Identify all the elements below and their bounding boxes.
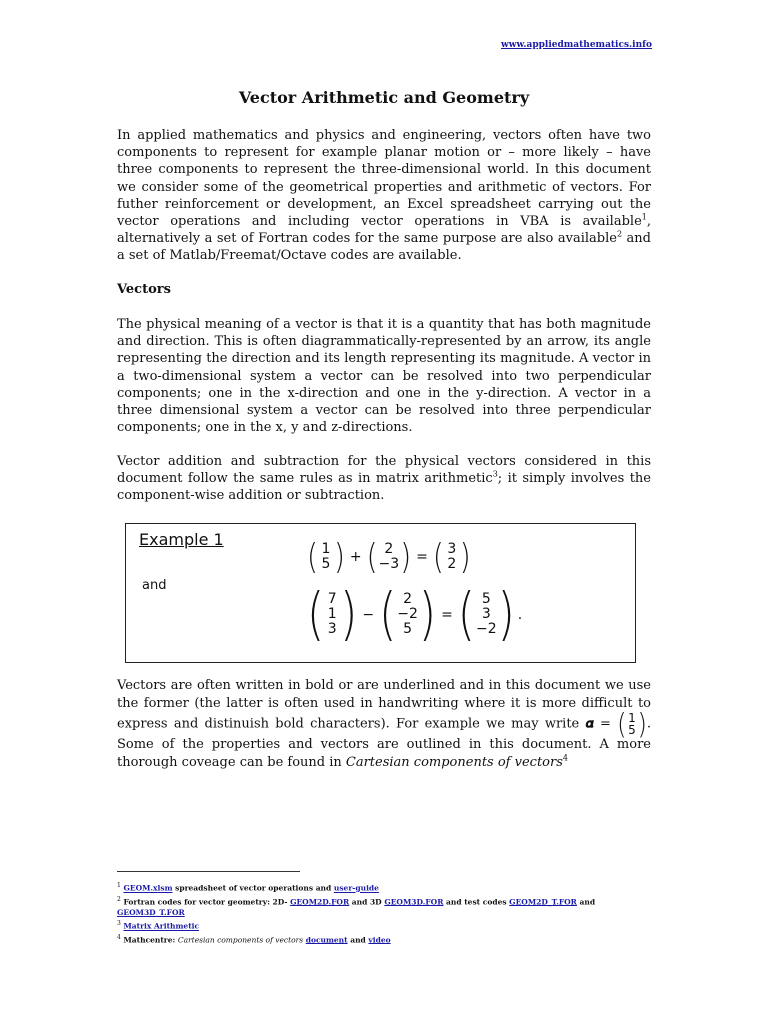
footnote-2-continued [117,907,637,918]
notation-text-2: . Some of the properties and vectors are outlined in this document. A more thorough coveage can be found in [117,716,651,770]
footnote-ref-4[interactable]: 4 [562,753,568,763]
footnotes [117,880,637,945]
notation-text-1: Vectors are often written in bold or are underlined and in this document we use the former (the latter is often used in handwriting where it is more difficult to express and distinuish bold characters). For example we may write [117,678,651,732]
footnote-ref-3[interactable]: 3 [492,469,498,479]
header-url-link[interactable]: www.appliedmathematics.info [501,40,652,50]
intro-text-2: , alternatively a set of Fortran codes for the same purpose are also available [117,214,651,247]
addition-text-2: ; it simply involves the component-wise addition or subtraction. [117,471,651,504]
video-link[interactable]: video [368,935,391,944]
intro-paragraph [117,127,651,265]
inline-vector: ( 1 5 ) [617,707,647,741]
addition-text-1: Vector addition and subtraction for the physical vectors considered in this document follow the same rules as in matrix arithmetic [117,454,651,487]
equation-period: . [517,606,523,623]
minus-operator: − [362,606,375,623]
alpha-symbol: 𝜶 [585,716,594,732]
cartesian-reference: Cartesian components of vectors [345,754,563,770]
vector-b2: ( 2 −2 5 ) [379,580,437,647]
document-link[interactable]: document [305,935,348,944]
matrix-arithmetic-link[interactable]: Matrix Arithmetic [123,921,200,931]
footnote-4: $^4$ Mathcentre: Cartesian components of vectors document and video [117,933,391,944]
footnote-ref-1[interactable]: 1 [641,212,647,222]
vector-meaning-paragraph: The physical meaning of a vector is that it is a quantity that has both magnitude and direction. This is often diagrammatically-represented by an arrow, its angle representing the direction and its length representing its magnitude. A vector in a two-dimensional system a vector can be resolved into two perpendicular components; one in the x-direction and one in the y-direction. A vector in a three dimensional system a vector can be resolved into three perpendicular components; one in the x, y and z-directions. [117,317,651,436]
geom-xlsm-link[interactable]: GEOM.xlsm [123,883,173,893]
geom2d-t-link[interactable]: GEOM2D_T.FOR [509,897,577,906]
vector-b1: ( 2 −3 ) [366,535,412,577]
footnote-ref-2[interactable]: 2 [616,229,623,239]
geom3d-link[interactable]: GEOM3D.FOR [384,897,444,906]
vector-c1: ( 3 2 ) [432,535,471,577]
plus-operator: + [349,549,362,565]
vector-a1: ( 1 5 ) [307,535,345,577]
vector-c2: ( 5 3 −2 ) [457,580,515,647]
equals-operator: = [416,549,428,565]
vector-a2: ( 7 1 3 ) [307,580,358,647]
example-title: Example 1 [139,530,224,549]
geom2d-link[interactable]: GEOM2D.FOR [290,897,350,906]
equation-subtraction [306,580,523,647]
user-guide-link[interactable]: user-guide [333,883,379,893]
section-heading-vectors: Vectors [117,282,171,297]
equation-addition [306,535,472,577]
footnote-3: $^3$ Matrix Arithmetic [117,920,200,931]
intro-text-1: In applied mathematics and physics and engineering, vectors often have two components to represent for example planar motion or – more likely – have three components to represent the three-dimensional world. In this document we consider some of the geometrical properties and arithmetic of vectors. For futher reinforcement or development, an Excel spreadsheet carrying out the vector operations and including vector operations in VBA is available [117,128,651,230]
footnote-divider [117,871,300,872]
footnote-1: $^1$ GEOM.xlsm spreadsheet of vector operations and user-guide [117,882,379,893]
geom3d-t-link[interactable]: GEOM3D_T.FOR [117,908,185,917]
intro-text-3: and a set of Matlab/Freemat/Octave codes are available. [117,231,651,264]
example-box [125,523,636,663]
footnote-2: $^2$ Fortran codes for vector geometry: 2D- GEOM2D.FOR and 3D GEOM3D.FOR and test codes GEOM2D_T.FOR and [117,895,596,906]
notation-equals: = [593,716,611,732]
vector-addition-paragraph [117,453,651,505]
equals-operator-2: = [441,606,453,623]
example-and-label: and [142,578,167,593]
page-title: Vector Arithmetic and Geometry [238,88,530,107]
notation-paragraph [117,677,651,771]
